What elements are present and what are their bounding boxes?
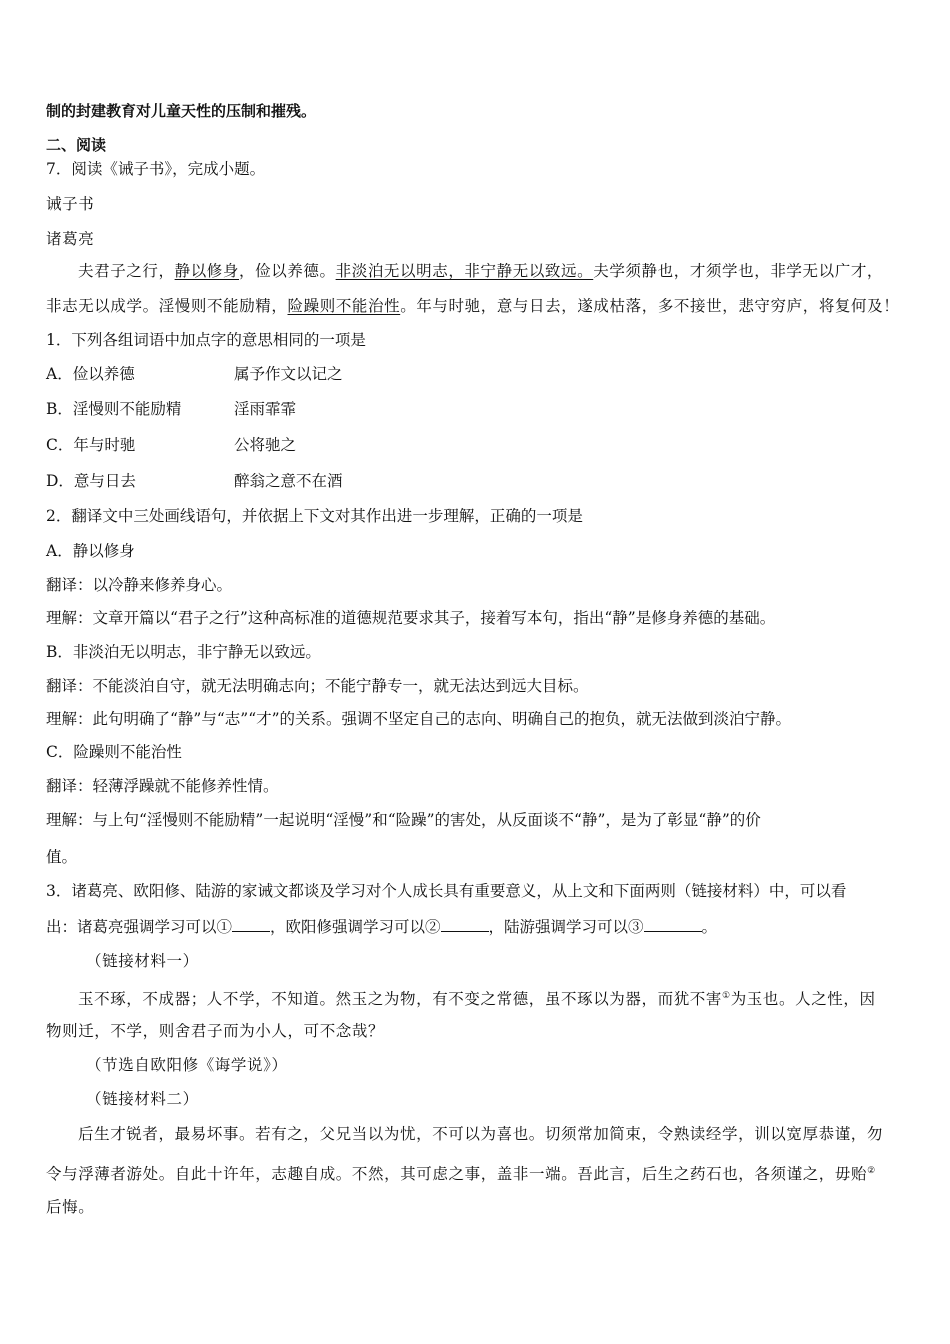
link-material-1-label: （链接材料一）: [86, 952, 199, 970]
question-2-c-understanding: 理解：与上句“淫慢则不能励精”一起说明“淫慢”和“险躁”的害处，从反面谈不“静”，是为了彰显“静”的价: [46, 811, 761, 829]
intro-tail: 制的封建教育对儿童天性的压制和摧残。: [46, 102, 317, 120]
question-2-c-understanding-cont: 值。: [46, 848, 78, 866]
question-7-title: 7．阅读《诫子书》，完成小题。: [46, 160, 266, 178]
link-material-2-label: （链接材料二）: [86, 1090, 199, 1108]
underlined-sentence-3: 险躁则不能治性: [287, 297, 401, 315]
question-1-option-a: A．俭以养德 属予作文以记之: [46, 365, 343, 383]
question-1-stem: 1．下列各组词语中加点字的意思相同的一项是: [46, 331, 366, 349]
question-2-a-understanding: 理解：文章开篇以“君子之行”这种高标准的道德规范要求其子，接着写本句，指出“静”是修身养德的基础。: [46, 609, 776, 627]
question-1-option-c: C．年与时驰 公将驰之: [46, 436, 297, 454]
question-1-option-b: B．淫慢则不能励精 淫雨霏霏: [46, 400, 297, 418]
question-3-blanks: 出：诸葛亮强调学习可以① ，欧阳修强调学习可以② ，陆游强调学习可以③ 。: [46, 918, 718, 936]
question-1-option-d: D．意与日去 醉翁之意不在酒: [46, 472, 343, 490]
link-material-1-source: （节选自欧阳修《诲学说》）: [86, 1056, 288, 1074]
question-2-b-head: B．非淡泊无以明志，非宁静无以致远。: [46, 643, 321, 661]
passage-title: 诫子书: [46, 195, 95, 213]
question-2-b-understanding: 理解：此句明确了“静”与“志”“才”的关系。强调不坚定自己的志向、明确自己的抱负，就无法做到淡泊宁静。: [46, 710, 792, 728]
passage-line-1: 夫君子之行，静以修身，俭以养德。非淡泊无以明志，非宁静无以致远。夫学须静也，才须学也，非学无以广才，: [78, 262, 884, 280]
question-3-stem: 3．诸葛亮、欧阳修、陆游的家诫文都谈及学习对个人成长具有重要意义，从上文和下面两则（链接材料）中，可以看: [46, 882, 847, 900]
underlined-sentence-2: 非淡泊无以明志，非宁静无以致远。: [335, 262, 594, 280]
link-material-2-line-1: 后生才锐者，最易坏事。若有之，父兄当以为忧，不可以为喜也。切须常加简束，令熟读经学，训以宽厚恭谨，勿: [78, 1125, 884, 1143]
underlined-sentence-1: 静以修身: [174, 262, 240, 280]
passage-author: 诸葛亮: [46, 230, 95, 248]
link-material-2-line-3: 后悔。: [46, 1198, 95, 1216]
question-2-a-head: A．静以修身: [46, 542, 135, 560]
question-2-stem: 2．翻译文中三处画线语句，并依据上下文对其作出进一步理解，正确的一项是: [46, 507, 583, 525]
link-material-1-line-2: 物则迁，不学，则舍君子而为小人，可不念哉？: [46, 1022, 385, 1040]
link-material-2-line-2: 令与浮薄者游处。自此十许年，志趣自成。不然，其可虑之事，盖非一端。吾此言，后生之药石也，各须谨之，毋贻②: [46, 1165, 876, 1184]
question-2-b-translation: 翻译：不能淡泊自守，就无法明确志向；不能宁静专一，就无法达到远大目标。: [46, 677, 589, 695]
question-2-c-translation: 翻译：轻薄浮躁就不能修养性情。: [46, 777, 279, 795]
question-2-c-head: C．险躁则不能治性: [46, 743, 182, 761]
answer-blank-3[interactable]: [644, 917, 702, 932]
link-material-1-line-1: 玉不琢，不成器；人不学，不知道。然玉之为物，有不变之常德，虽不琢以为器，而犹不害①为玉也。人之性，因: [78, 990, 876, 1009]
answer-blank-1[interactable]: [232, 917, 270, 932]
passage-line-2: 非志无以成学。淫慢则不能励精，险躁则不能治性。年与时驰，意与日去，遂成枯落，多不接世，悲守穷庐，将复何及！: [46, 297, 900, 315]
question-2-a-translation: 翻译：以冷静来修养身心。: [46, 576, 233, 594]
section-title: 二、阅读: [46, 136, 107, 154]
answer-blank-2[interactable]: [441, 917, 489, 932]
